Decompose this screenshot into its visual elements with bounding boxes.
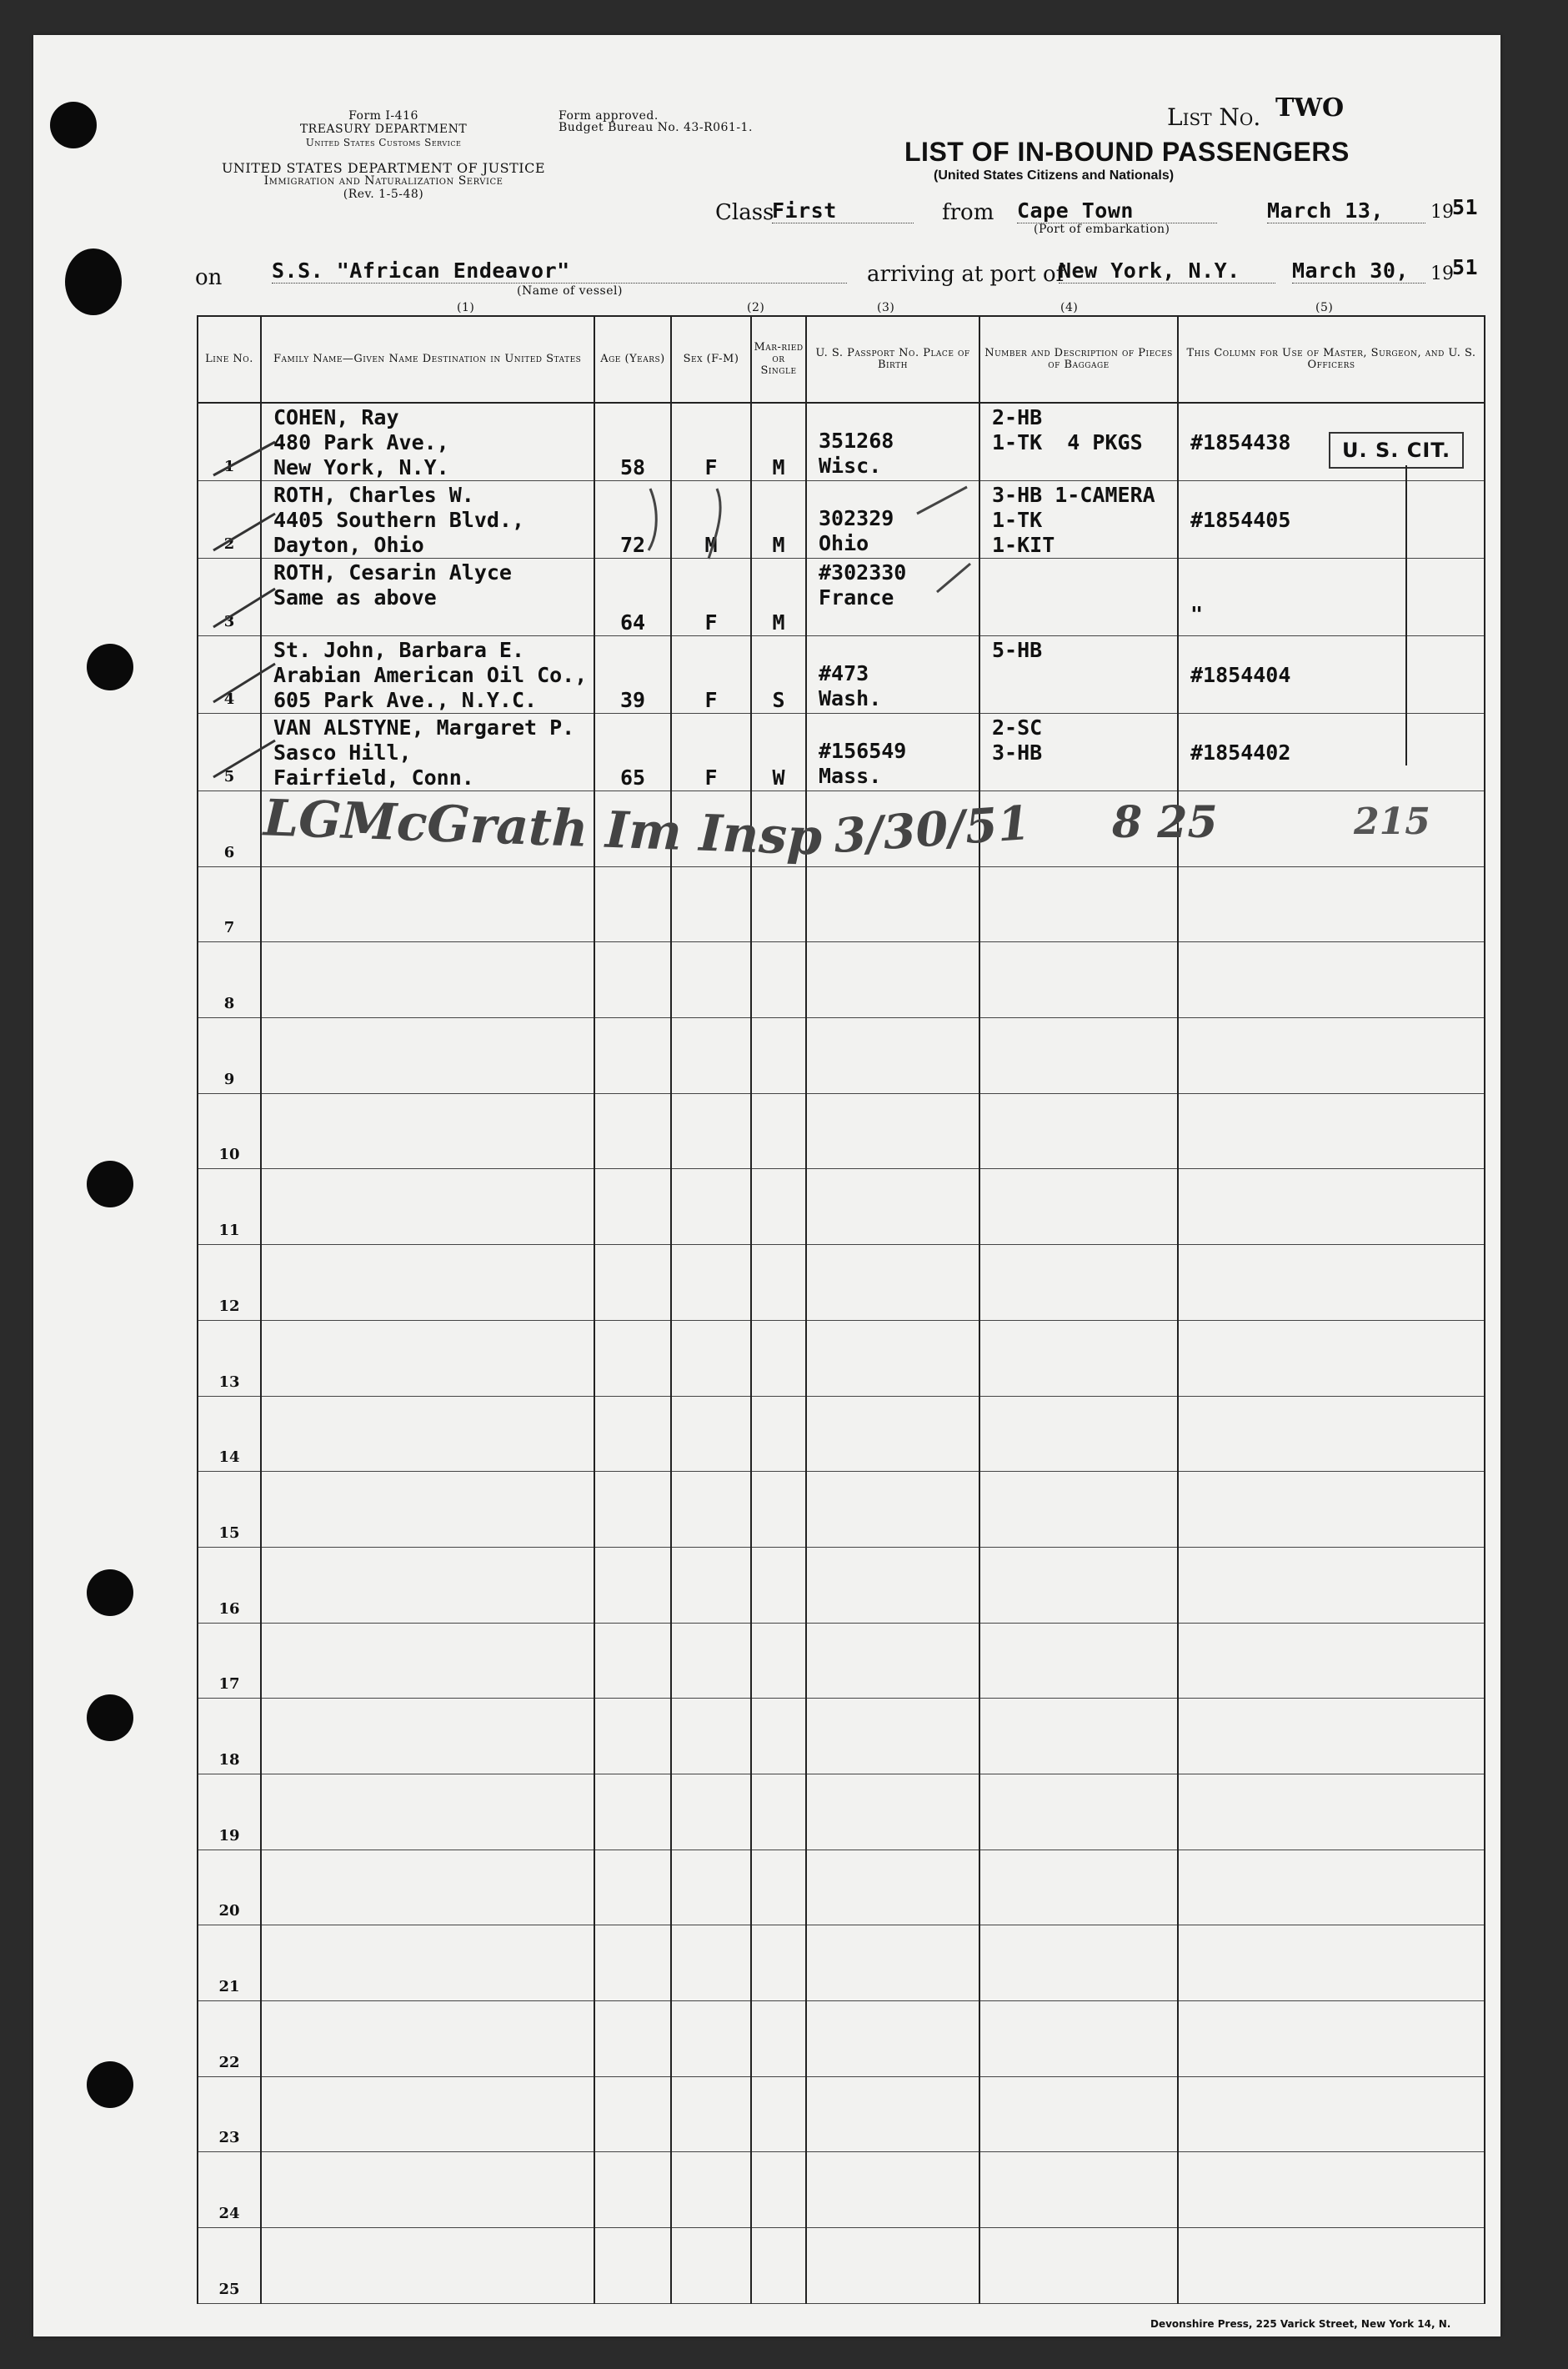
line-number: 11 xyxy=(218,1222,240,1240)
departure-date: March 13, xyxy=(1267,198,1425,223)
arrival-port: New York, N.Y. xyxy=(1059,258,1275,284)
cell-age: 64 xyxy=(619,610,646,635)
col-num-3: (3) xyxy=(877,301,895,314)
cell-officer: #1854404 xyxy=(1190,663,1291,687)
cell-baggage: 2-HB 1-TK 4 PKGS xyxy=(992,405,1143,454)
cell-officer: " xyxy=(1190,602,1204,626)
line-number: 8 xyxy=(223,995,235,1013)
line-number: 7 xyxy=(223,919,235,937)
printer-footer: Devonshire Press, 225 Varick Street, New York 14, N. xyxy=(1150,2318,1451,2330)
cell-sex: F xyxy=(704,688,718,712)
col-officers: This Column for Use of Master, Surgeon, and U. S. Officers xyxy=(1178,316,1485,403)
col-age: Age (Years) xyxy=(594,316,671,403)
cell-married: M xyxy=(772,610,785,635)
cell-baggage: 2-SC 3-HB xyxy=(992,715,1043,765)
cell-age: 58 xyxy=(619,455,646,479)
arrival-year-prefix: 19 xyxy=(1430,264,1454,284)
cell-passport: 351268 Wisc. xyxy=(819,429,894,478)
cell-sex: F xyxy=(704,765,718,790)
cell-married: S xyxy=(772,688,785,712)
list-no-label: List No. xyxy=(1167,103,1261,131)
treasury-dept: TREASURY DEPARTMENT xyxy=(299,123,468,136)
line-number: 22 xyxy=(218,2053,240,2071)
form-number: Form I-416 xyxy=(348,109,418,123)
line-number: 1 xyxy=(223,458,235,475)
budget-bureau: Budget Bureau No. 43-R061-1. xyxy=(559,121,753,134)
port-caption: (Port of embarkation) xyxy=(1034,223,1170,236)
form-title: LIST OF IN-BOUND PASSENGERS xyxy=(904,137,1350,167)
line-number: 15 xyxy=(218,1523,240,1542)
line-number: 14 xyxy=(218,1448,240,1467)
from-label: from xyxy=(942,200,994,225)
form-subtitle: (United States Citizens and Nationals) xyxy=(934,168,1175,183)
line-number: 19 xyxy=(218,1826,240,1845)
cell-baggage: 3-HB 1-CAMERA 1-TK 1-KIT xyxy=(992,483,1155,557)
list-no-value: TWO xyxy=(1275,93,1345,123)
line-number: 6 xyxy=(223,843,235,861)
cell-passport: #473 Wash. xyxy=(819,661,882,710)
revision: (Rev. 1-5-48) xyxy=(343,188,424,201)
line-number: 10 xyxy=(218,1146,240,1164)
cell-sex: F xyxy=(704,455,718,479)
line-number: 4 xyxy=(223,690,235,708)
on-label: on xyxy=(195,265,223,290)
cell-officer: #1854405 xyxy=(1190,508,1291,532)
justice-dept: UNITED STATES DEPARTMENT OF JUSTICE xyxy=(221,160,546,176)
line-number: 24 xyxy=(218,2205,240,2223)
line-number: 9 xyxy=(223,1070,235,1088)
col-passport: U. S. Passport No. Place of Birth xyxy=(806,316,979,403)
line-number: 2 xyxy=(223,535,235,553)
port-of-embarkation: Cape Town xyxy=(1017,198,1217,223)
line-number: 16 xyxy=(218,1599,240,1618)
cell-married: M xyxy=(772,455,785,479)
class-label: Class xyxy=(715,200,774,225)
col-num-2: (2) xyxy=(747,301,765,314)
us-citizen-stamp: U. S. CIT. xyxy=(1329,432,1464,469)
col-num-4: (4) xyxy=(1060,301,1079,314)
inspector-signature: LGMcGrath Im Insp xyxy=(262,789,824,867)
cell-name: ROTH, Charles W. 4405 Southern Blvd., Dayton, Ohio xyxy=(273,483,525,557)
cell-name: St. John, Barbara E. Arabian American Oil Co., 605 Park Ave., N.Y.C. xyxy=(273,638,588,712)
line-number: 12 xyxy=(218,1297,240,1315)
ins-service: Immigration and Naturalization Service xyxy=(263,174,503,188)
vessel-caption: (Name of vessel) xyxy=(517,284,623,298)
form-approved: Form approved. xyxy=(559,109,659,123)
line-number: 20 xyxy=(218,1902,240,1920)
cell-married: W xyxy=(772,765,785,790)
customs-service: United States Customs Service xyxy=(305,137,462,148)
line-number: 25 xyxy=(218,2280,240,2298)
col-num-5: (5) xyxy=(1315,301,1334,314)
col-name: Family Name—Given Name Destination in United States xyxy=(261,316,594,403)
handwritten-count: 8 25 xyxy=(1112,797,1218,848)
arrival-year: 51 xyxy=(1452,255,1479,279)
arrival-date: March 30, xyxy=(1292,258,1425,284)
line-number: 13 xyxy=(218,1373,240,1391)
departure-year: 51 xyxy=(1452,195,1479,219)
cell-sex: M xyxy=(704,533,718,557)
col-baggage: Number and Description of Pieces of Baggage xyxy=(979,316,1178,403)
class-value: First xyxy=(772,198,914,223)
cell-passport: #302330 France xyxy=(819,560,907,610)
vessel-name: S.S. "African Endeavor" xyxy=(272,258,847,284)
line-number: 5 xyxy=(223,768,235,785)
cell-baggage: 5-HB xyxy=(992,638,1043,662)
cell-married: M xyxy=(772,533,785,557)
arriving-label: arriving at port of xyxy=(867,262,1065,287)
cell-age: 39 xyxy=(619,688,646,712)
departure-year-prefix: 19 xyxy=(1430,202,1454,223)
cell-name: COHEN, Ray 480 Park Ave., New York, N.Y. xyxy=(273,405,449,479)
inspection-date: 3/30/51 xyxy=(831,795,1032,865)
cell-passport: #156549 Mass. xyxy=(819,739,907,788)
cell-age: 72 xyxy=(619,533,646,557)
handwritten-mark: 215 xyxy=(1354,801,1430,843)
cell-sex: F xyxy=(704,610,718,635)
cell-age: 65 xyxy=(619,765,646,790)
line-number: 23 xyxy=(218,2129,240,2147)
line-number: 21 xyxy=(218,1978,240,1995)
cell-passport: 302329 Ohio xyxy=(819,506,894,555)
col-num-1: (1) xyxy=(457,301,475,314)
cell-name: VAN ALSTYNE, Margaret P. Sasco Hill, Fairfield, Conn. xyxy=(273,715,575,790)
line-number: 3 xyxy=(223,613,235,630)
col-married: Mar-ried or Single xyxy=(751,316,806,403)
col-sex: Sex (F-M) xyxy=(671,316,751,403)
line-number: 17 xyxy=(218,1675,240,1694)
col-line: Line No. xyxy=(198,316,261,403)
line-number: 18 xyxy=(218,1750,240,1769)
cell-officer: #1854402 xyxy=(1190,740,1291,765)
cell-name: ROTH, Cesarin Alyce Same as above xyxy=(273,560,512,610)
cell-officer: #1854438 xyxy=(1190,430,1291,454)
